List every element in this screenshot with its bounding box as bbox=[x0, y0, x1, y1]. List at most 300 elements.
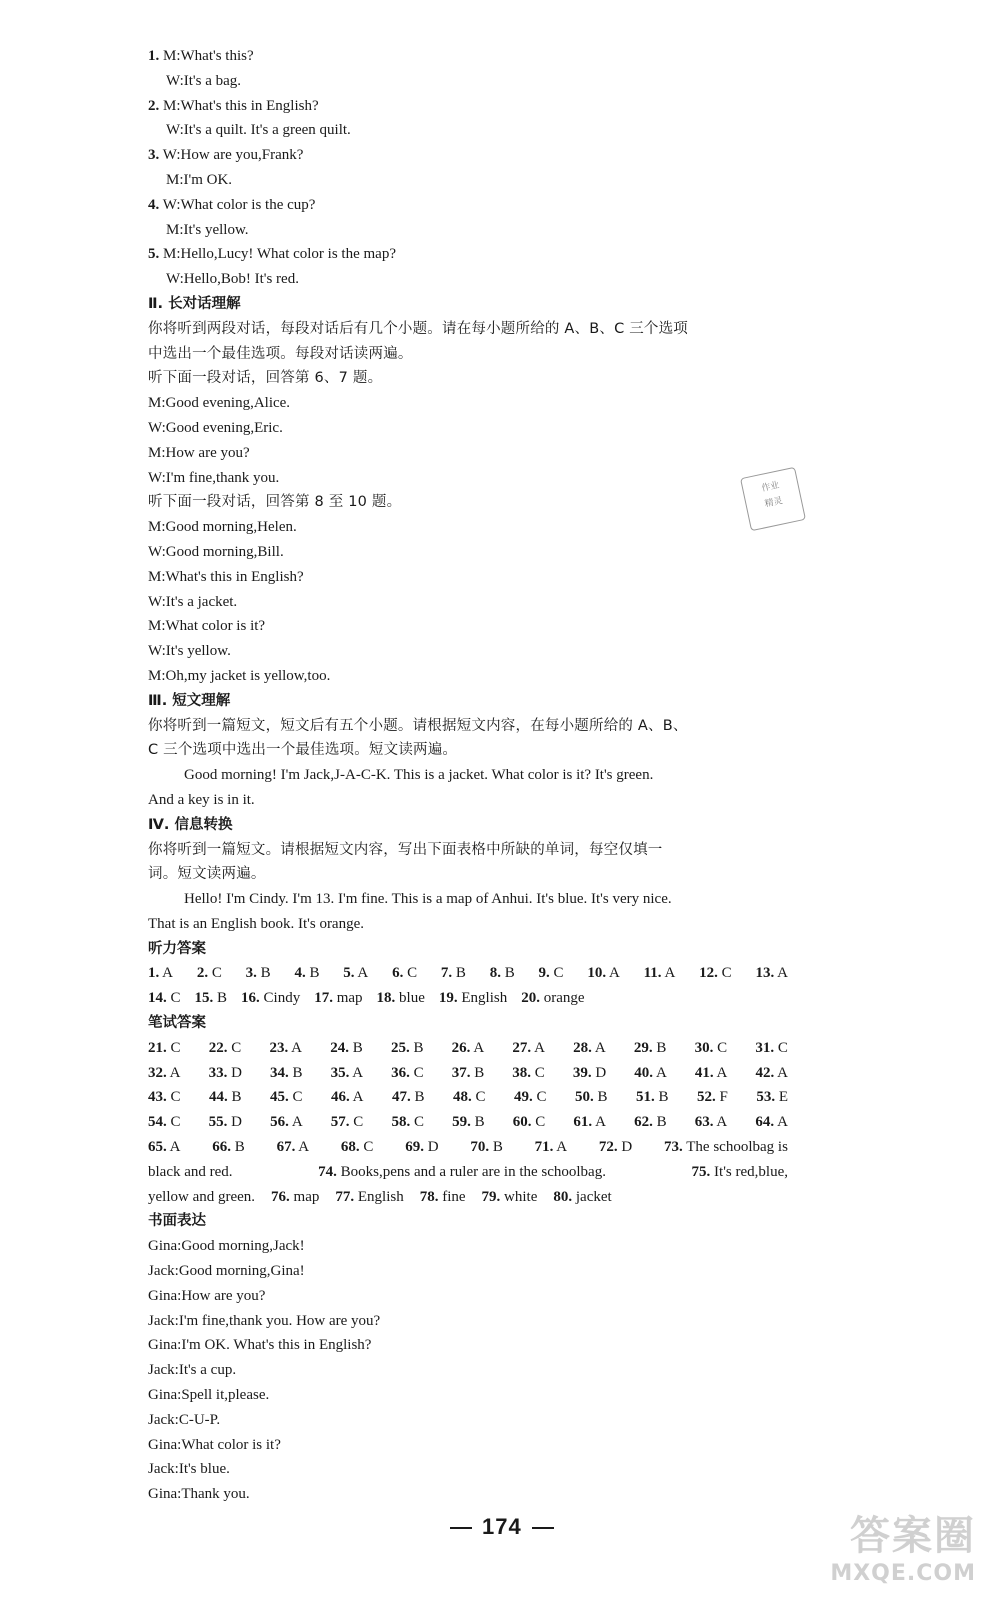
answer-number: 51. bbox=[636, 1089, 655, 1106]
answer-value: D bbox=[227, 1114, 242, 1131]
answer-item bbox=[512, 1061, 545, 1086]
dialog-2-line-b: W:It's a quilt. It's a green quilt. bbox=[166, 122, 351, 139]
answer-number: 68. bbox=[340, 1139, 360, 1156]
answer-item bbox=[331, 1110, 364, 1135]
answer-number: 36. bbox=[391, 1064, 410, 1081]
answer-number: 70. bbox=[470, 1139, 490, 1156]
answer-value: B bbox=[654, 1089, 669, 1106]
long-dialog-1-line: M:Good evening,Alice. bbox=[148, 395, 291, 412]
answer-number: 78. bbox=[419, 1188, 439, 1205]
answer-value: A bbox=[470, 1039, 485, 1056]
answer-item bbox=[148, 1110, 181, 1135]
answer-item bbox=[441, 961, 466, 986]
answer-number: 48. bbox=[453, 1089, 472, 1106]
answer-number: 53. bbox=[756, 1089, 776, 1106]
answer-item bbox=[314, 990, 362, 1006]
writing-line: Gina:Spell it,please. bbox=[148, 1387, 270, 1404]
answer-value: Books,pens and a ruler are in the schoolbag. bbox=[336, 1163, 606, 1180]
section-3-text-1: Good morning! I'm Jack,J-A-C-K. This is a jacket. What color is it? It's green. bbox=[184, 767, 654, 784]
written-answers-row-7 bbox=[148, 1185, 788, 1210]
answer-number: 3. bbox=[245, 965, 257, 982]
answer-number: 14. bbox=[148, 990, 167, 1007]
answer-value: A bbox=[553, 1139, 568, 1156]
answer-number: 8. bbox=[489, 965, 501, 982]
listening-answers-row-1 bbox=[148, 961, 788, 986]
writing-dialog bbox=[148, 1234, 788, 1507]
answer-value: C bbox=[227, 1039, 242, 1056]
answer-item bbox=[692, 1160, 788, 1185]
answer-number: 6. bbox=[392, 965, 404, 982]
answer-value: A bbox=[288, 1114, 303, 1131]
answer-number: 40. bbox=[634, 1064, 654, 1081]
answer-value: B bbox=[288, 1064, 303, 1081]
answer-value: D bbox=[227, 1064, 242, 1081]
answer-item bbox=[756, 1085, 788, 1110]
answer-item bbox=[439, 990, 507, 1006]
answer-item bbox=[553, 1189, 611, 1205]
answer-number: 39. bbox=[572, 1064, 592, 1081]
page-number: 174 bbox=[440, 1514, 564, 1540]
answer-item bbox=[695, 1061, 728, 1086]
answer-number: 11. bbox=[643, 965, 662, 982]
answer-number: 24. bbox=[330, 1039, 349, 1056]
dialog-4-line-b: M:It's yellow. bbox=[166, 221, 249, 238]
answer-value: A bbox=[774, 1114, 788, 1131]
answer-value: A bbox=[349, 1064, 364, 1081]
answer-item bbox=[636, 1085, 669, 1110]
answer-item bbox=[195, 990, 228, 1006]
answer-value: map bbox=[289, 1188, 320, 1205]
answer-value: C bbox=[532, 1089, 547, 1106]
answer-value: B bbox=[231, 1139, 245, 1156]
dialog-5-line-a: 5. M:Hello,Lucy! What color is the map? bbox=[148, 246, 396, 263]
answer-number: 46. bbox=[331, 1089, 350, 1106]
answer-value: C bbox=[774, 1039, 788, 1056]
answer-number: 71. bbox=[534, 1139, 554, 1156]
answer-number: 19. bbox=[438, 990, 458, 1007]
answer-number: 59. bbox=[452, 1114, 471, 1131]
answer-number: 67. bbox=[276, 1139, 296, 1156]
answer-item bbox=[420, 1189, 466, 1205]
written-answers-row-2 bbox=[148, 1061, 788, 1086]
answer-page bbox=[148, 44, 788, 1507]
dialog-3-line-a: 3. W:How are you,Frank? bbox=[148, 147, 304, 164]
long-dialog-1-line: W:I'm fine,thank you. bbox=[148, 469, 280, 486]
answer-value: A bbox=[166, 1064, 181, 1081]
answer-item bbox=[695, 1110, 728, 1135]
answer-item bbox=[318, 1160, 606, 1185]
answer-number: 60. bbox=[512, 1114, 532, 1131]
answer-item bbox=[148, 1036, 181, 1061]
answer-item bbox=[148, 1085, 181, 1110]
answer-item bbox=[209, 1061, 242, 1086]
answer-value: B bbox=[305, 965, 320, 982]
answer-item bbox=[573, 1110, 606, 1135]
answer-item bbox=[755, 1036, 788, 1061]
answer-item bbox=[335, 1189, 403, 1205]
dialog-1-line-a: 1. M:What's this? bbox=[148, 48, 254, 64]
long-dialog-2-line: M:What's this in English? bbox=[148, 568, 304, 585]
answer-number: 23. bbox=[269, 1039, 289, 1056]
answer-value: F bbox=[715, 1089, 728, 1106]
answer-item bbox=[539, 961, 564, 986]
answer-value: C bbox=[208, 965, 222, 982]
answer-value: A bbox=[159, 965, 174, 982]
answer-item bbox=[699, 961, 732, 986]
section-2-question-8-10: 听下面一段对话，回答第 8 至 10 题。 bbox=[148, 494, 402, 511]
written-answers-row-6 bbox=[148, 1160, 788, 1185]
answer-value: B bbox=[213, 990, 228, 1007]
answer-item bbox=[294, 961, 319, 986]
answer-number: 65. bbox=[148, 1139, 167, 1156]
answer-value: C bbox=[713, 1039, 728, 1056]
dash-right bbox=[532, 1527, 554, 1529]
dash-left bbox=[450, 1527, 472, 1529]
dialog-1-line-b: W:It's a bag. bbox=[166, 72, 242, 89]
answer-value: B bbox=[652, 1039, 667, 1056]
answer-value: yellow and green. bbox=[148, 1188, 256, 1205]
answer-value: blue bbox=[395, 990, 425, 1007]
answer-item bbox=[490, 961, 515, 986]
answer-value: A bbox=[295, 1139, 310, 1156]
answer-number: 13. bbox=[755, 965, 775, 982]
section-3-instruction-2: C 三个选项中选出一个最佳选项。短文读两遍。 bbox=[148, 742, 458, 759]
answer-value: A bbox=[774, 965, 788, 982]
answer-item bbox=[391, 1061, 424, 1086]
answer-number: 52. bbox=[697, 1089, 716, 1106]
answer-item bbox=[269, 1036, 302, 1061]
answer-item bbox=[535, 1135, 568, 1160]
answer-item bbox=[331, 1061, 364, 1086]
answer-item bbox=[634, 1036, 667, 1061]
writing-line: Jack:C-U-P. bbox=[148, 1411, 221, 1428]
answer-number: 56. bbox=[270, 1114, 289, 1131]
answer-number: 15. bbox=[194, 990, 214, 1007]
answer-item bbox=[148, 1160, 233, 1185]
answer-number: 34. bbox=[269, 1064, 289, 1081]
answer-value: B bbox=[593, 1089, 608, 1106]
answer-value: C bbox=[359, 1139, 374, 1156]
listening-answers-row-2 bbox=[148, 986, 788, 1011]
answer-number: 75. bbox=[691, 1163, 711, 1180]
writing-line: Gina:Good morning,Jack! bbox=[148, 1238, 305, 1255]
answer-item bbox=[573, 1036, 606, 1061]
answer-item bbox=[392, 1085, 425, 1110]
answer-number: 22. bbox=[208, 1039, 228, 1056]
long-dialog-2-line: M:Oh,my jacket is yellow,too. bbox=[148, 667, 331, 684]
answer-item bbox=[587, 961, 620, 986]
writing-line: Gina:Thank you. bbox=[148, 1486, 250, 1503]
answer-number: 31. bbox=[755, 1039, 775, 1056]
answer-number: 73. bbox=[664, 1139, 683, 1156]
answer-item bbox=[271, 1189, 319, 1205]
answer-item bbox=[197, 961, 222, 986]
writing-line: Jack:I'm fine,thank you. How are you? bbox=[148, 1312, 381, 1329]
answer-value: D bbox=[617, 1139, 633, 1156]
answer-item bbox=[270, 1061, 303, 1086]
answer-value: B bbox=[452, 965, 466, 982]
answer-number: 1. bbox=[148, 965, 160, 982]
answer-value: A bbox=[606, 965, 620, 982]
answer-item bbox=[634, 1110, 667, 1135]
answer-number: 25. bbox=[390, 1039, 410, 1056]
answer-number: 20. bbox=[521, 990, 540, 1007]
answer-item bbox=[377, 990, 425, 1006]
writing-line: Gina:What color is it? bbox=[148, 1436, 281, 1453]
answer-value: C bbox=[549, 965, 564, 982]
answer-value: B bbox=[500, 965, 515, 982]
section-2-title: Ⅱ. 长对话理解 bbox=[148, 295, 241, 312]
answer-number: 69. bbox=[405, 1139, 424, 1156]
answer-value: B bbox=[489, 1139, 503, 1156]
answer-value: map bbox=[332, 990, 363, 1007]
answer-number: 50. bbox=[575, 1089, 594, 1106]
answer-value: C bbox=[349, 1114, 364, 1131]
answer-number: 12. bbox=[699, 965, 718, 982]
section-3-instruction-1: 你将听到一篇短文，短文后有五个小题。请根据短文内容，在每小题所给的 A、B、 bbox=[148, 717, 688, 734]
written-answers-row-1 bbox=[148, 1036, 788, 1061]
answer-number: 76. bbox=[271, 1188, 290, 1205]
answer-value: jacket bbox=[572, 1188, 612, 1205]
answer-number: 18. bbox=[376, 990, 396, 1007]
answer-item bbox=[697, 1085, 728, 1110]
answer-number: 38. bbox=[512, 1064, 532, 1081]
answer-value: orange bbox=[539, 990, 585, 1007]
answer-number: 27. bbox=[512, 1039, 532, 1056]
answer-number: 80. bbox=[553, 1188, 573, 1205]
answer-value: C bbox=[166, 1039, 181, 1056]
short-dialogs bbox=[148, 44, 788, 292]
answer-value: B bbox=[227, 1089, 242, 1106]
section-4-text-1: Hello! I'm Cindy. I'm 13. I'm fine. This is a map of Anhui. It's blue. It's very nice. bbox=[184, 891, 672, 908]
answer-item bbox=[391, 1110, 424, 1135]
answer-number: 47. bbox=[392, 1089, 411, 1106]
answer-number: 4. bbox=[294, 965, 306, 982]
answer-number: 17. bbox=[314, 990, 333, 1007]
answer-value: The schoolbag is bbox=[682, 1139, 788, 1156]
section-3-text-2: And a key is in it. bbox=[148, 791, 255, 808]
answer-number: 35. bbox=[330, 1064, 350, 1081]
answer-item bbox=[391, 1036, 424, 1061]
section-2-question-6-7: 听下面一段对话，回答第 6、7 题。 bbox=[148, 370, 383, 387]
answer-value: C bbox=[403, 965, 418, 982]
writing-line: Jack:It's blue. bbox=[148, 1461, 230, 1478]
answer-value: C bbox=[288, 1089, 303, 1106]
answer-number: 41. bbox=[694, 1064, 714, 1081]
answer-number: 32. bbox=[148, 1064, 167, 1081]
written-answers-title: 笔试答案 bbox=[148, 1015, 206, 1032]
answer-value: C bbox=[410, 1114, 424, 1131]
watermark-logo: 答案圈 MXQE.COM bbox=[830, 1513, 976, 1586]
writing-line: Jack:It's a cup. bbox=[148, 1362, 237, 1379]
answer-number: 42. bbox=[755, 1064, 775, 1081]
answer-value: B bbox=[470, 1064, 485, 1081]
written-answers-row-5 bbox=[148, 1135, 788, 1160]
dialog-4-line-a: 4. W:What color is the cup? bbox=[148, 196, 316, 213]
answer-value: D bbox=[423, 1139, 439, 1156]
answer-number: 30. bbox=[694, 1039, 714, 1056]
answer-value: black and red. bbox=[148, 1163, 233, 1180]
long-dialog-2-line: W:Good morning,Bill. bbox=[148, 543, 284, 560]
answer-value: B bbox=[410, 1089, 425, 1106]
answer-number: 74. bbox=[318, 1163, 337, 1180]
answer-value: C bbox=[166, 1089, 181, 1106]
answer-value: B bbox=[470, 1114, 485, 1131]
answer-value: English bbox=[354, 1188, 404, 1205]
answer-item bbox=[331, 1085, 364, 1110]
answer-value: It's red,blue, bbox=[710, 1163, 788, 1180]
answer-number: 21. bbox=[148, 1039, 167, 1056]
answer-item bbox=[148, 990, 181, 1006]
answer-value: A bbox=[713, 1064, 728, 1081]
answer-number: 9. bbox=[538, 965, 550, 982]
answer-item bbox=[482, 1189, 538, 1205]
answer-value: C bbox=[409, 1064, 424, 1081]
answer-item bbox=[512, 1036, 545, 1061]
answer-value: A bbox=[349, 1089, 364, 1106]
answer-value: A bbox=[531, 1039, 545, 1056]
writing-title: 书面表达 bbox=[148, 1213, 206, 1230]
answer-item bbox=[452, 1036, 485, 1061]
answer-number: 43. bbox=[148, 1089, 167, 1106]
dialog-2-line-a: 2. M:What's this in English? bbox=[148, 97, 319, 114]
answer-number: 49. bbox=[514, 1089, 533, 1106]
answer-number: 2. bbox=[196, 965, 209, 982]
answer-value: C bbox=[717, 965, 732, 982]
answer-item bbox=[392, 961, 417, 986]
answer-item bbox=[755, 1061, 788, 1086]
answer-value: A bbox=[354, 965, 369, 982]
answer-item bbox=[755, 1110, 788, 1135]
answer-item bbox=[148, 1061, 181, 1086]
answer-value: B bbox=[256, 965, 271, 982]
answer-value: A bbox=[661, 965, 676, 982]
answer-item bbox=[246, 961, 271, 986]
answer-item bbox=[343, 961, 368, 986]
answer-item bbox=[575, 1085, 608, 1110]
answer-value: C bbox=[471, 1089, 486, 1106]
answer-item bbox=[341, 1135, 374, 1160]
answer-item bbox=[514, 1085, 547, 1110]
answer-value: A bbox=[592, 1114, 606, 1131]
answer-number: 16. bbox=[241, 990, 260, 1007]
answer-number: 64. bbox=[755, 1114, 775, 1131]
answer-item bbox=[634, 1061, 667, 1086]
writing-line: Jack:Good morning,Gina! bbox=[148, 1263, 305, 1280]
answer-number: 79. bbox=[481, 1188, 501, 1205]
answer-value: C bbox=[166, 990, 181, 1007]
answer-value: white bbox=[500, 1188, 538, 1205]
answer-item bbox=[212, 1135, 245, 1160]
answer-number: 29. bbox=[633, 1039, 653, 1056]
answer-number: 33. bbox=[208, 1064, 228, 1081]
answer-item bbox=[330, 1036, 363, 1061]
answer-item bbox=[521, 990, 584, 1006]
answer-value: A bbox=[713, 1114, 728, 1131]
answer-number: 54. bbox=[148, 1114, 167, 1131]
answer-number: 63. bbox=[694, 1114, 714, 1131]
answer-number: 57. bbox=[330, 1114, 350, 1131]
answer-number: 7. bbox=[440, 965, 453, 982]
answer-value: B bbox=[348, 1039, 363, 1056]
answer-item bbox=[270, 1085, 303, 1110]
answer-value: C bbox=[531, 1114, 546, 1131]
answer-number: 45. bbox=[270, 1089, 289, 1106]
answer-number: 72. bbox=[598, 1139, 618, 1156]
answer-item bbox=[209, 1085, 242, 1110]
answer-item bbox=[209, 1036, 242, 1061]
listening-answers-title: 听力答案 bbox=[148, 940, 206, 957]
answer-item bbox=[664, 1135, 788, 1160]
dialog-3-line-b: M:I'm OK. bbox=[166, 171, 233, 188]
answer-number: 37. bbox=[451, 1064, 471, 1081]
long-dialog-1-line: W:Good evening,Eric. bbox=[148, 419, 283, 436]
answer-number: 62. bbox=[634, 1114, 653, 1131]
answer-item bbox=[644, 961, 676, 986]
answer-item bbox=[470, 1135, 503, 1160]
section-4-instruction-1: 你将听到一篇短文。请根据短文内容，写出下面表格中所缺的单词，每空仅填一 bbox=[148, 841, 663, 858]
section-3-title: Ⅲ. 短文理解 bbox=[148, 692, 231, 709]
answer-value: fine bbox=[438, 1188, 466, 1205]
answer-number: 26. bbox=[451, 1039, 471, 1056]
answer-value: A bbox=[288, 1039, 302, 1056]
answer-number: 55. bbox=[208, 1114, 228, 1131]
answer-item bbox=[695, 1036, 728, 1061]
section-4-title: Ⅳ. 信息转换 bbox=[148, 816, 233, 833]
answer-value: E bbox=[775, 1089, 788, 1106]
answer-value: A bbox=[774, 1064, 788, 1081]
long-dialog-2-line: W:It's yellow. bbox=[148, 643, 231, 660]
answer-item bbox=[452, 1110, 485, 1135]
dialog-5-line-b: W:Hello,Bob! It's red. bbox=[166, 271, 299, 288]
long-dialog-1-line: M:How are you? bbox=[148, 444, 250, 461]
answer-value: A bbox=[653, 1064, 667, 1081]
writing-line: Gina:I'm OK. What's this in English? bbox=[148, 1337, 372, 1354]
answer-value: C bbox=[166, 1114, 181, 1131]
answer-number: 66. bbox=[212, 1139, 232, 1156]
answer-number: 28. bbox=[573, 1039, 592, 1056]
answer-number: 44. bbox=[209, 1089, 228, 1106]
answer-item bbox=[148, 1135, 181, 1160]
section-4-instruction-2: 词。短文读两遍。 bbox=[148, 866, 266, 883]
answer-item bbox=[277, 1135, 310, 1160]
homework-stamp: 作业 精灵 bbox=[740, 467, 806, 531]
answer-item bbox=[148, 1189, 255, 1205]
answer-item bbox=[270, 1110, 303, 1135]
section-4-text-2: That is an English book. It's orange. bbox=[148, 915, 364, 932]
answer-number: 61. bbox=[573, 1114, 593, 1131]
answer-item bbox=[405, 1135, 438, 1160]
long-dialog-2-line: M:What color is it? bbox=[148, 618, 266, 635]
answer-value: A bbox=[591, 1039, 606, 1056]
answer-item bbox=[452, 1061, 485, 1086]
answer-number: 5. bbox=[343, 965, 355, 982]
section-2-instruction-1: 你将听到两段对话，每段对话后有几个小题。请在每小题所给的 A、B、C 三个选项 bbox=[148, 320, 689, 337]
answer-value: B bbox=[409, 1039, 424, 1056]
answer-value: C bbox=[531, 1064, 545, 1081]
answer-item bbox=[755, 961, 788, 986]
long-dialog-2-line: W:It's a jacket. bbox=[148, 593, 238, 610]
answer-item bbox=[513, 1110, 546, 1135]
answer-value: A bbox=[166, 1139, 181, 1156]
long-dialog-2-line: M:Good morning,Helen. bbox=[148, 519, 297, 536]
writing-line: Gina:How are you? bbox=[148, 1287, 266, 1304]
written-answers-row-4 bbox=[148, 1110, 788, 1135]
answer-value: English bbox=[457, 990, 508, 1007]
answer-value: D bbox=[591, 1064, 607, 1081]
answer-item bbox=[209, 1110, 242, 1135]
answer-item bbox=[241, 990, 300, 1006]
